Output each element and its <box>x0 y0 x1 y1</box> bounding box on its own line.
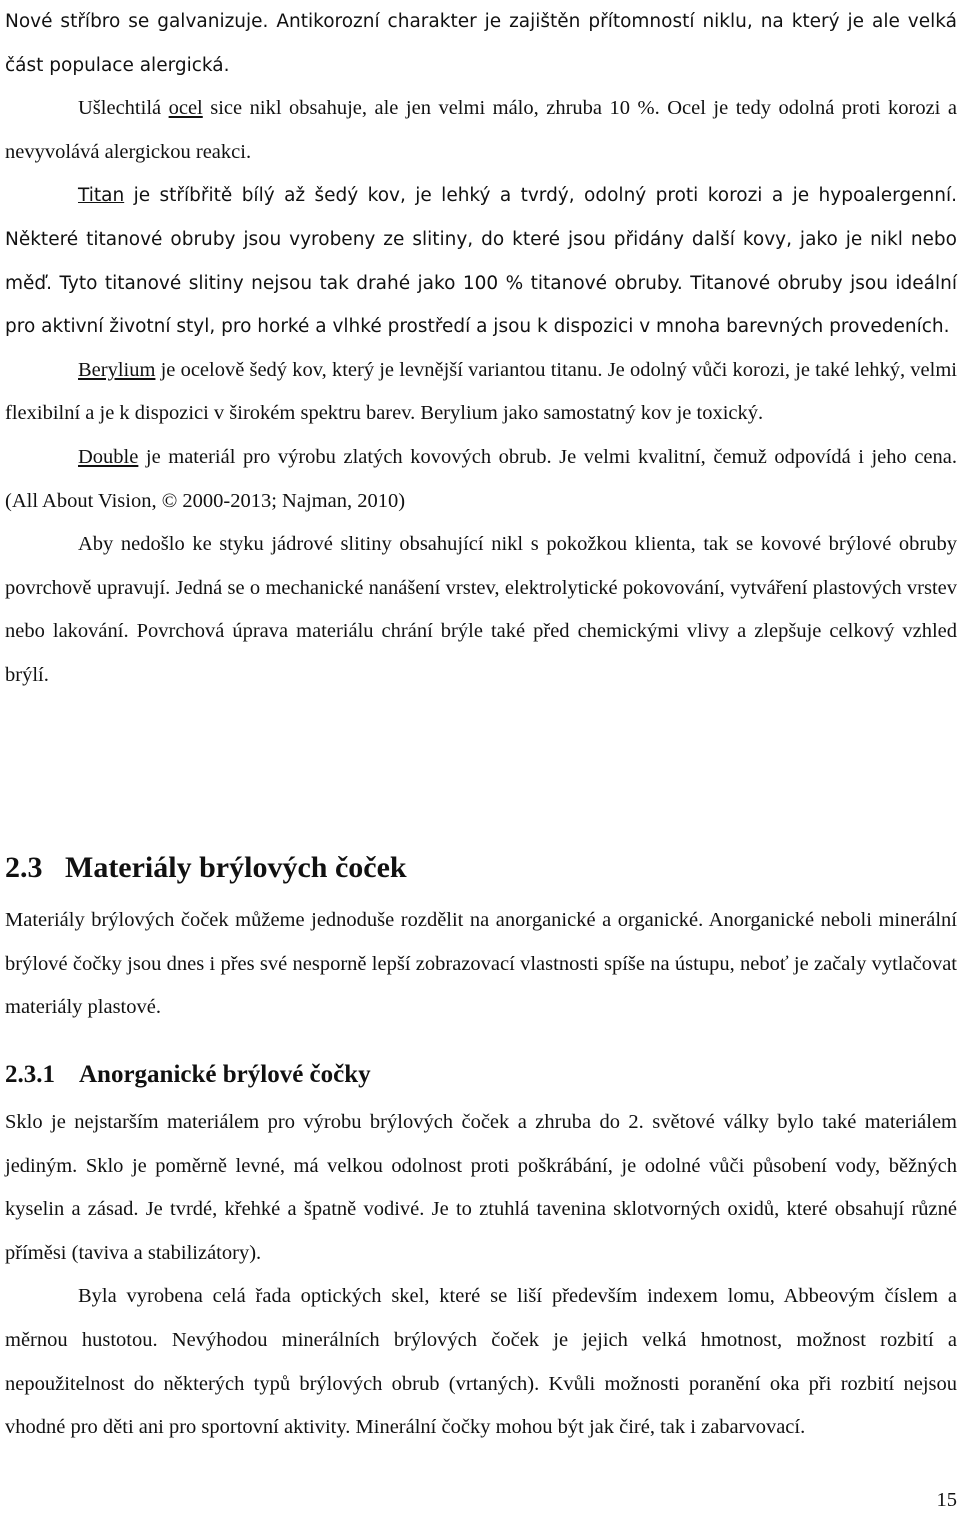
page-number: 15 <box>936 1489 957 1511</box>
text-block-frames <box>5 0 957 698</box>
subsection-heading-2-3-1 <box>5 1057 371 1093</box>
text-run: Aby nedošlo ke styku jádrové slitiny obsahující nikl s pokožkou klienta, tak se kovové brýlové obruby povrchově upravují. Jedná se o mechanické nanášení vrstev, elektrolytické pokovování, vytváření plastových vrstev nebo lakování. Povrchová úprava materiálu chrání brýle také před chemickými vlivy a zlepšuje celkový vzhled brýlí. <box>5 533 957 686</box>
section-number: 2.3 <box>5 851 43 884</box>
paragraph-surface-treatment <box>5 523 957 697</box>
paragraph-lens-materials: Materiály brýlových čoček můžeme jednoduše rozdělit na anorganické a organické. Anorganické neboli minerální brýlové čočky jsou dnes i přes své nesporně lepší zobrazovací vlastnosti spíše na ústupu, neboť je začaly vytlačovat materiály plastové. <box>5 909 957 1019</box>
term-steel: ocel <box>168 97 203 120</box>
paragraph-titanium <box>5 174 957 348</box>
text-run: sice nikl obsahuje, ale jen velmi málo, zhruba 10 %. Ocel je tedy odolná proti korozi a nevyvolává alergickou reakci. <box>5 97 957 163</box>
text-run: Ušlechtilá <box>78 97 169 120</box>
paragraph-double <box>5 436 957 523</box>
term-double: Double <box>78 445 139 468</box>
section-title: Materiály brýlových čoček <box>65 851 407 884</box>
text-run: je materiál pro výrobu zlatých kovových obrub. Je velmi kvalitní, čemuž odpovídá i jeho cena. (All About Vision, © 2000-2013; Najman, 2010) <box>5 445 957 512</box>
paragraph-optical-glass: Byla vyrobena celá řada optických skel, které se liší především indexem lomu, Abbeovým číslem a měrnou hustotou. Nevýhodou minerálních brýlových čoček je jejich velká hmotnost, možnost rozbití a nepoužitelnost do některých typů brýlových obrub (vrtaných). Kvůli možnosti poranění oka při rozbití nejsou vhodné pro děti ani pro sportovní aktivity. Minerální čočky mohou být jak čiré, tak i zabarvovací. <box>5 1285 957 1439</box>
subsection-title: Anorganické brýlové čočky <box>79 1061 371 1088</box>
paragraph-glass: Sklo je nejstarším materiálem pro výrobu brýlových čoček a zhruba do 2. světové války bylo také materiálem jediným. Sklo je poměrně levné, má velkou odolnost proti poškrábání, je odolné vůči působení vody, běžných kyselin a zásad. Je tvrdé, křehké a špatně vodivé. Je to ztuhlá tavenina sklotvorných oxidů, které obsahují různé příměsi (taviva a stabilizátory). <box>5 1111 957 1264</box>
text-run: Nové stříbro se galvanizuje. Antikorozní charakter je zajištěn přítomností niklu, na který je ale velká část populace alergická. <box>5 11 957 76</box>
text-block-inorganic-lenses <box>5 1101 957 1450</box>
term-titanium: Titan <box>78 185 125 207</box>
term-beryllium: Berylium <box>78 358 156 381</box>
subsection-number: 2.3.1 <box>5 1061 55 1088</box>
section-heading-2-3 <box>5 848 407 888</box>
text-block-lens-materials <box>5 899 957 1030</box>
text-run: je ocelově šedý kov, který je levnější variantou titanu. Je odolný vůči korozi, je také lehký, velmi flexibilní a je k dispozici v širokém spektru barev. Berylium jako samostatný kov je toxický. <box>5 358 957 425</box>
paragraph-beryllium <box>5 349 957 436</box>
paragraph-silver <box>5 0 957 87</box>
text-run: je stříbřitě bílý až šedý kov, je lehký a tvrdý, odolný proti korozi a je hypoalergenní. Některé titanové obruby jsou vyrobeny ze slitiny, do které jsou přidány další kovy, jako je nikl nebo měď. Tyto titanové slitiny nejsou tak drahé jako 100 % titanové obruby. Titanové obruby jsou ideální pro aktivní životní styl, pro horké a vlhké prostředí a jsou k dispozici v mnoha barevných provedeních. <box>5 185 957 338</box>
paragraph-steel <box>5 87 957 174</box>
